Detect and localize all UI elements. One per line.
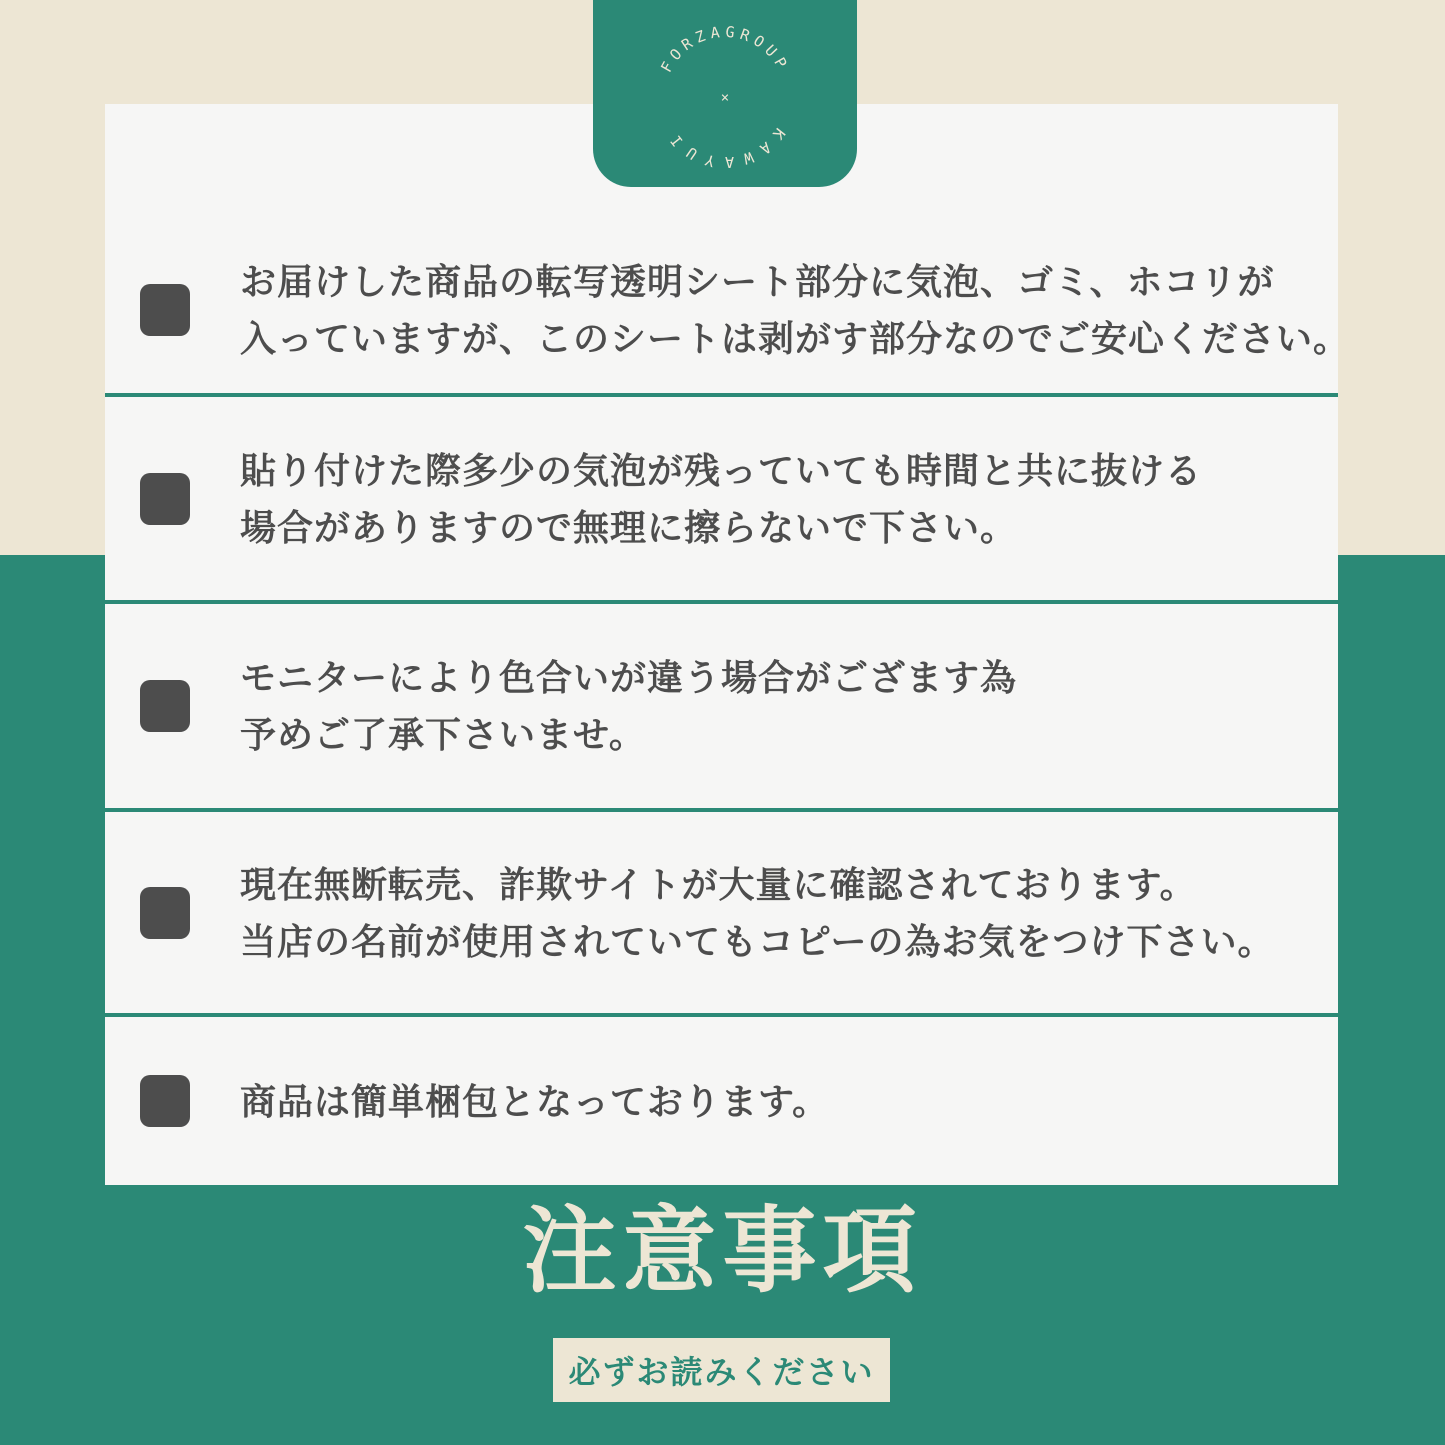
notice-panel bbox=[105, 104, 1351, 1185]
notice-row bbox=[105, 812, 1338, 1013]
notice-row bbox=[105, 397, 1338, 600]
checkbox-bullet-icon bbox=[140, 284, 190, 336]
notice-line: 当店の名前が使用されていてもコピーの為お気をつけ下さい。 bbox=[240, 920, 1275, 962]
brand-name-bottom: KAWAYUI bbox=[661, 124, 789, 171]
checkbox-bullet-icon bbox=[140, 473, 190, 525]
notice-row bbox=[105, 1017, 1338, 1185]
notice-row bbox=[105, 604, 1338, 808]
brand-name-top: FORZAGROUP bbox=[657, 22, 793, 76]
notice-line: お届けした商品の転写透明シート部分に気泡、ゴミ、ホコリが bbox=[240, 260, 1275, 302]
notice-text bbox=[240, 442, 1202, 556]
must-read-label: 必ずお読みください bbox=[553, 1338, 890, 1402]
notice-text bbox=[240, 1073, 829, 1130]
brand-x-separator: × bbox=[720, 90, 730, 106]
svg-text:FORZAGROUP bbox=[657, 23, 793, 76]
checkbox-bullet-icon bbox=[140, 680, 190, 732]
notice-line: 現在無断転売、詐欺サイトが大量に確認されております。 bbox=[240, 863, 1197, 905]
notice-line: 貼り付けた際多少の気泡が残っていても時間と共に抜ける bbox=[240, 449, 1203, 491]
notice-line: 商品は簡単梱包となっております。 bbox=[240, 1080, 830, 1122]
notice-text bbox=[240, 649, 1017, 763]
checkbox-bullet-icon bbox=[140, 1075, 190, 1127]
page-title: 注意事項 bbox=[522, 1198, 923, 1303]
notice-line: モニターにより色合いが違う場合がござます為 bbox=[240, 657, 1018, 698]
svg-text:KAWAYUI bbox=[661, 125, 788, 171]
notice-line: 場合がありますので無理に擦らないで下さい。 bbox=[240, 506, 1018, 548]
notice-text bbox=[240, 253, 1350, 367]
notice-line: 予めご了承下さいませ。 bbox=[240, 714, 646, 755]
brand-circular-logo bbox=[593, 0, 857, 187]
notice-text bbox=[240, 856, 1275, 970]
notice-line: 入っていますが、このシートは剥がす部分なのでご安心ください。 bbox=[240, 317, 1351, 359]
brand-badge bbox=[593, 0, 857, 187]
checkbox-bullet-icon bbox=[140, 887, 190, 939]
